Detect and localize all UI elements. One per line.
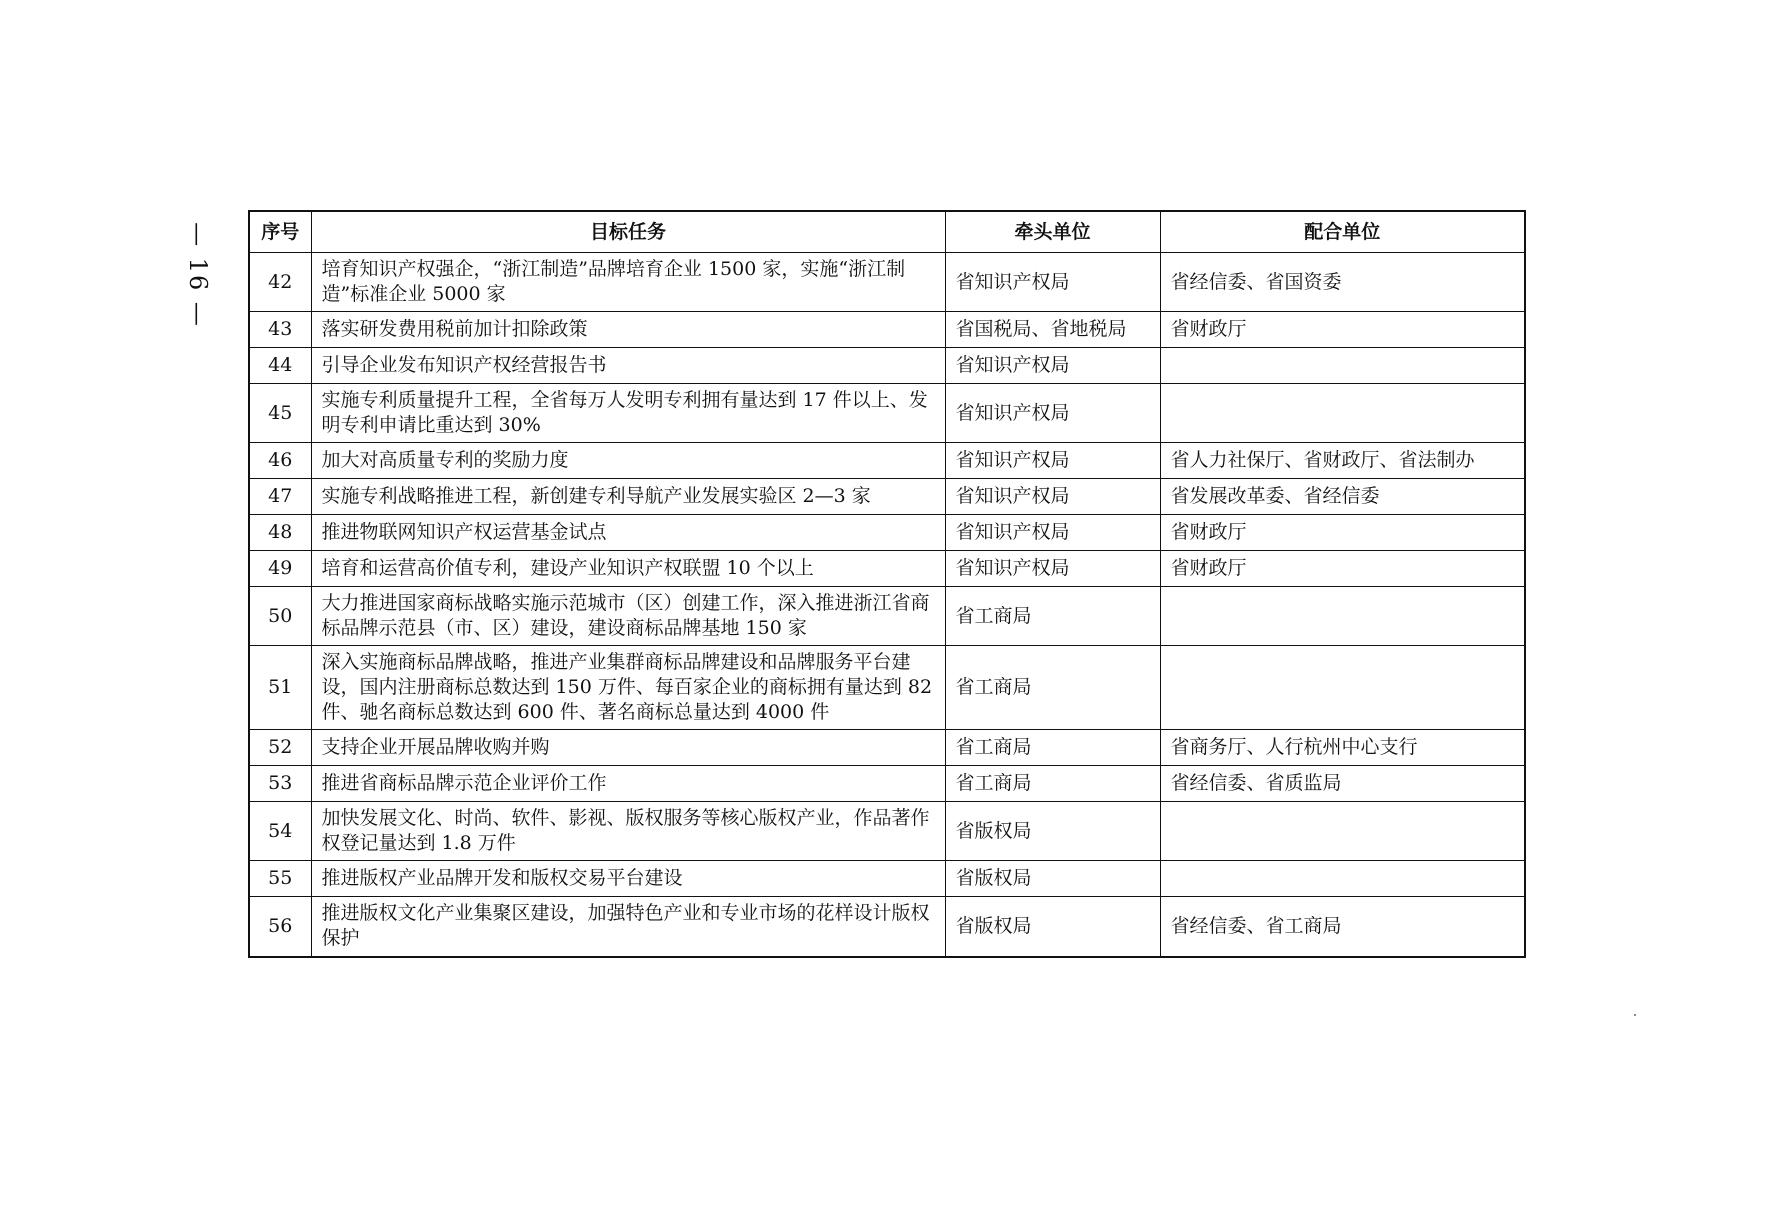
table-row bbox=[249, 861, 1525, 897]
cell-lead-unit: 省工商局 bbox=[945, 730, 1160, 766]
cell-task: 实施专利战略推进工程，新创建专利导航产业发展实验区 2—3 家 bbox=[311, 479, 945, 515]
cell-index: 43 bbox=[249, 312, 311, 348]
cell-coop-unit bbox=[1160, 802, 1525, 861]
table-row bbox=[249, 515, 1525, 551]
cell-coop-unit: 省经信委、省国资委 bbox=[1160, 253, 1525, 312]
cell-coop-unit: 省发展改革委、省经信委 bbox=[1160, 479, 1525, 515]
cell-task: 大力推进国家商标战略实施示范城市（区）创建工作，深入推进浙江省商标品牌示范县（市、区）建设，建设商标品牌基地 150 家 bbox=[311, 587, 945, 646]
table-row bbox=[249, 479, 1525, 515]
table-row bbox=[249, 312, 1525, 348]
cell-coop-unit bbox=[1160, 348, 1525, 384]
cell-task: 推进版权产业品牌开发和版权交易平台建设 bbox=[311, 861, 945, 897]
cell-lead-unit: 省知识产权局 bbox=[945, 348, 1160, 384]
cell-task: 推进省商标品牌示范企业评价工作 bbox=[311, 766, 945, 802]
cell-lead-unit: 省版权局 bbox=[945, 897, 1160, 957]
cell-task: 推进物联网知识产权运营基金试点 bbox=[311, 515, 945, 551]
page-number-text: — 16 — bbox=[184, 222, 213, 328]
table-row bbox=[249, 766, 1525, 802]
cell-coop-unit: 省经信委、省质监局 bbox=[1160, 766, 1525, 802]
header-task: 目标任务 bbox=[311, 211, 945, 253]
table-row bbox=[249, 551, 1525, 587]
cell-coop-unit bbox=[1160, 861, 1525, 897]
cell-index: 48 bbox=[249, 515, 311, 551]
cell-lead-unit: 省知识产权局 bbox=[945, 384, 1160, 443]
cell-task: 实施专利质量提升工程，全省每万人发明专利拥有量达到 17 件以上、发明专利申请比重达到 30% bbox=[311, 384, 945, 443]
cell-task: 培育和运营高价值专利，建设产业知识产权联盟 10 个以上 bbox=[311, 551, 945, 587]
page-number bbox=[178, 215, 218, 335]
cell-lead-unit: 省知识产权局 bbox=[945, 551, 1160, 587]
cell-index: 45 bbox=[249, 384, 311, 443]
cell-lead-unit: 省工商局 bbox=[945, 766, 1160, 802]
cell-lead-unit: 省国税局、省地税局 bbox=[945, 312, 1160, 348]
cell-coop-unit: 省商务厅、人行杭州中心支行 bbox=[1160, 730, 1525, 766]
table-row bbox=[249, 253, 1525, 312]
table-row bbox=[249, 646, 1525, 730]
table-row bbox=[249, 384, 1525, 443]
table-header-row bbox=[249, 211, 1525, 253]
header-coop: 配合单位 bbox=[1160, 211, 1525, 253]
header-lead: 牵头单位 bbox=[945, 211, 1160, 253]
table-row bbox=[249, 802, 1525, 861]
cell-coop-unit: 省财政厅 bbox=[1160, 515, 1525, 551]
cell-lead-unit: 省工商局 bbox=[945, 646, 1160, 730]
cell-task: 支持企业开展品牌收购并购 bbox=[311, 730, 945, 766]
cell-index: 52 bbox=[249, 730, 311, 766]
cell-coop-unit: 省财政厅 bbox=[1160, 551, 1525, 587]
cell-lead-unit: 省工商局 bbox=[945, 587, 1160, 646]
scan-speck bbox=[1634, 1014, 1636, 1016]
cell-task: 加快发展文化、时尚、软件、影视、版权服务等核心版权产业，作品著作权登记量达到 1.8 万件 bbox=[311, 802, 945, 861]
cell-index: 50 bbox=[249, 587, 311, 646]
table-row bbox=[249, 348, 1525, 384]
cell-task: 推进版权文化产业集聚区建设，加强特色产业和专业市场的花样设计版权保护 bbox=[311, 897, 945, 957]
cell-index: 44 bbox=[249, 348, 311, 384]
cell-coop-unit bbox=[1160, 384, 1525, 443]
cell-lead-unit: 省知识产权局 bbox=[945, 515, 1160, 551]
cell-lead-unit: 省版权局 bbox=[945, 802, 1160, 861]
table-body bbox=[249, 253, 1525, 957]
cell-task: 培育知识产权强企，“浙江制造”品牌培育企业 1500 家，实施“浙江制造”标准企业 5000 家 bbox=[311, 253, 945, 312]
cell-task: 加大对高质量专利的奖励力度 bbox=[311, 443, 945, 479]
cell-coop-unit: 省人力社保厅、省财政厅、省法制办 bbox=[1160, 443, 1525, 479]
cell-lead-unit: 省知识产权局 bbox=[945, 443, 1160, 479]
cell-index: 51 bbox=[249, 646, 311, 730]
cell-index: 53 bbox=[249, 766, 311, 802]
cell-index: 54 bbox=[249, 802, 311, 861]
cell-task: 引导企业发布知识产权经营报告书 bbox=[311, 348, 945, 384]
cell-lead-unit: 省知识产权局 bbox=[945, 479, 1160, 515]
cell-task: 落实研发费用税前加计扣除政策 bbox=[311, 312, 945, 348]
cell-task: 深入实施商标品牌战略，推进产业集群商标品牌建设和品牌服务平台建设，国内注册商标总数达到 150 万件、每百家企业的商标拥有量达到 82 件、驰名商标总数达到 600 件、著名商标总量达到 4000 件 bbox=[311, 646, 945, 730]
task-table bbox=[248, 210, 1526, 958]
cell-coop-unit bbox=[1160, 646, 1525, 730]
cell-coop-unit: 省经信委、省工商局 bbox=[1160, 897, 1525, 957]
cell-coop-unit: 省财政厅 bbox=[1160, 312, 1525, 348]
cell-index: 49 bbox=[249, 551, 311, 587]
cell-coop-unit bbox=[1160, 587, 1525, 646]
header-index: 序号 bbox=[249, 211, 311, 253]
table-row bbox=[249, 730, 1525, 766]
table-row bbox=[249, 587, 1525, 646]
cell-index: 55 bbox=[249, 861, 311, 897]
cell-index: 47 bbox=[249, 479, 311, 515]
cell-index: 46 bbox=[249, 443, 311, 479]
table-row bbox=[249, 443, 1525, 479]
table-row bbox=[249, 897, 1525, 957]
cell-lead-unit: 省知识产权局 bbox=[945, 253, 1160, 312]
cell-index: 42 bbox=[249, 253, 311, 312]
cell-index: 56 bbox=[249, 897, 311, 957]
cell-lead-unit: 省版权局 bbox=[945, 861, 1160, 897]
